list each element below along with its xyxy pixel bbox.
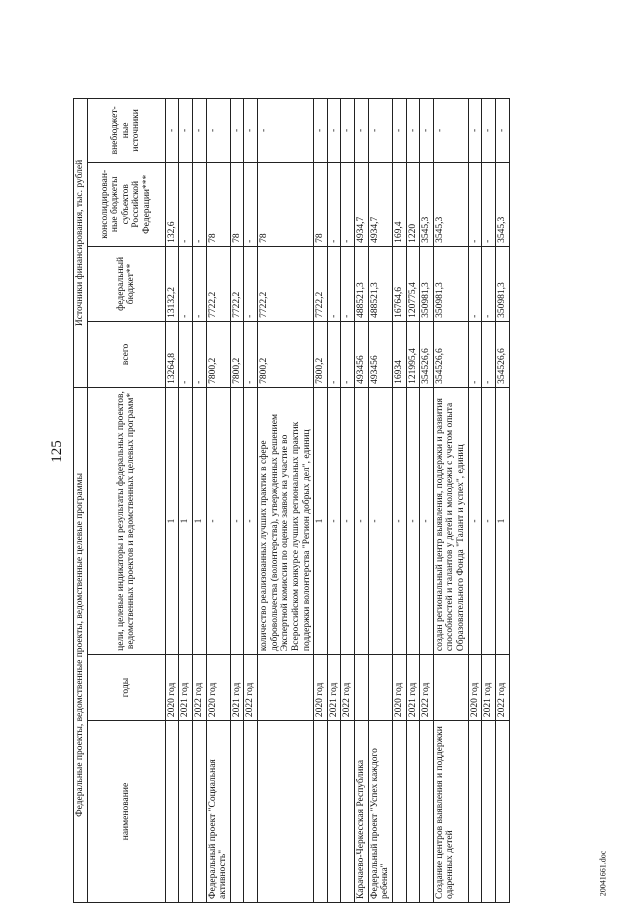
cell-total: 493456 <box>355 321 369 387</box>
cell-goal: - <box>420 387 434 654</box>
cell-extra: - <box>341 99 355 163</box>
cell-federal: 13132,2 <box>165 246 179 321</box>
cell-name: Федеральный проект "Успех каждого ребенка" <box>368 721 392 903</box>
cell-goal: - <box>406 387 420 654</box>
table-row <box>244 99 258 903</box>
col-years: годы <box>87 655 165 721</box>
cell-name <box>341 721 355 903</box>
cell-total: - <box>179 321 193 387</box>
cell-federal: - <box>482 246 496 321</box>
cell-consolidated: 3545,3 <box>495 162 509 246</box>
table-row <box>206 99 230 903</box>
cell-name <box>392 721 406 903</box>
cell-federal: - <box>468 246 482 321</box>
cell-total: 7800,2 <box>314 321 328 387</box>
cell-name <box>468 721 482 903</box>
col-extra: внебюджет-ные источники <box>87 99 165 163</box>
cell-name: Федеральный проект "Социальная активность" <box>206 721 230 903</box>
cell-goal: - <box>206 387 230 654</box>
cell-total: 354526,6 <box>495 321 509 387</box>
cell-goal: 1 <box>495 387 509 654</box>
cell-year <box>433 655 468 721</box>
table-row <box>192 99 206 903</box>
table-row <box>179 99 193 903</box>
cell-total: 121995,4 <box>406 321 420 387</box>
cell-federal: - <box>179 246 193 321</box>
cell-total: - <box>468 321 482 387</box>
cell-federal: - <box>192 246 206 321</box>
cell-extra: - <box>355 99 369 163</box>
table-row <box>433 99 468 903</box>
cell-consolidated: - <box>341 162 355 246</box>
table-body <box>165 99 509 903</box>
cell-name <box>179 721 193 903</box>
cell-consolidated: 4934,7 <box>368 162 392 246</box>
cell-name <box>314 721 328 903</box>
cell-consolidated: - <box>468 162 482 246</box>
page-number: 125 <box>48 440 65 463</box>
cell-consolidated: 4934,7 <box>355 162 369 246</box>
cell-consolidated: - <box>179 162 193 246</box>
cell-year: 2020 год <box>165 655 179 721</box>
cell-extra: - <box>165 99 179 163</box>
cell-year: 2020 год <box>392 655 406 721</box>
table-row <box>482 99 496 903</box>
cell-total: 7800,2 <box>206 321 230 387</box>
col-name: наименование <box>87 721 165 903</box>
cell-consolidated: 3545,3 <box>420 162 434 246</box>
cell-name <box>244 721 258 903</box>
table-row <box>314 99 328 903</box>
table-row <box>495 99 509 903</box>
cell-goal: количество реализованных лучших практик в сфере добровольчества (волонтерства), утвержденных решением Экспертной комиссии по оценке заявок на участие во Всероссийском конкурсе лучших региональных практик поддержки волонтерства "Регион добрых дел", единиц <box>258 387 314 654</box>
cell-extra: - <box>230 99 244 163</box>
cell-federal: 7722,2 <box>206 246 230 321</box>
cell-year: 2020 год <box>314 655 328 721</box>
cell-total: - <box>482 321 496 387</box>
cell-total: 7800,2 <box>230 321 244 387</box>
cell-federal: 488521,3 <box>355 246 369 321</box>
cell-consolidated: - <box>482 162 496 246</box>
table-row <box>230 99 244 903</box>
cell-goal: 1 <box>314 387 328 654</box>
cell-extra: - <box>179 99 193 163</box>
col-goals: цели, целевые индикаторы и результаты федеральных проектов, ведомственных проектов и ведомственных целевых программ* <box>87 387 165 654</box>
table-row <box>327 99 341 903</box>
cell-year: 2022 год <box>495 655 509 721</box>
cell-goal: создан региональный центр выявления, поддержки и развития способностей и талантов у детей и молодежи с учетом опыта Образовательного Фонда "Талант и успех", единиц <box>433 387 468 654</box>
cell-federal: 350981,3 <box>420 246 434 321</box>
cell-extra: - <box>482 99 496 163</box>
cell-goal: - <box>244 387 258 654</box>
cell-federal: 16764,6 <box>392 246 406 321</box>
cell-name <box>495 721 509 903</box>
col-federal: федеральный бюджет** <box>87 246 165 321</box>
cell-year: 2022 год <box>192 655 206 721</box>
cell-name <box>258 721 314 903</box>
cell-year <box>258 655 314 721</box>
cell-year: 2021 год <box>406 655 420 721</box>
cell-federal: - <box>244 246 258 321</box>
cell-extra: - <box>420 99 434 163</box>
cell-year: 2020 год <box>468 655 482 721</box>
cell-extra: - <box>468 99 482 163</box>
cell-federal: - <box>341 246 355 321</box>
cell-name <box>192 721 206 903</box>
table-row <box>468 99 482 903</box>
cell-extra: - <box>206 99 230 163</box>
cell-extra: - <box>244 99 258 163</box>
cell-goal: - <box>355 387 369 654</box>
header-programs: Федеральные проекты, ведомственные проекты, ведомственные целевые программы <box>74 387 88 902</box>
cell-name <box>327 721 341 903</box>
cell-extra: - <box>258 99 314 163</box>
cell-total: 13264,8 <box>165 321 179 387</box>
cell-federal: 488521,3 <box>368 246 392 321</box>
cell-goal: 1 <box>165 387 179 654</box>
cell-extra: - <box>392 99 406 163</box>
cell-year: 2021 год <box>482 655 496 721</box>
cell-name <box>230 721 244 903</box>
cell-consolidated: - <box>327 162 341 246</box>
cell-year: 2020 год <box>206 655 230 721</box>
cell-goal: - <box>327 387 341 654</box>
cell-extra: - <box>433 99 468 163</box>
cell-total: 16934 <box>392 321 406 387</box>
cell-name: Создание центров выявления и поддержки одаренных детей <box>433 721 468 903</box>
cell-consolidated: 78 <box>314 162 328 246</box>
table-row <box>341 99 355 903</box>
cell-total: - <box>341 321 355 387</box>
cell-consolidated: 169,4 <box>392 162 406 246</box>
table-row <box>392 99 406 903</box>
table-row <box>406 99 420 903</box>
cell-name <box>165 721 179 903</box>
cell-federal: 7722,2 <box>314 246 328 321</box>
cell-goal: 1 <box>192 387 206 654</box>
table-row <box>355 99 369 903</box>
cell-federal: 120775,4 <box>406 246 420 321</box>
finance-table <box>73 98 510 903</box>
cell-total: - <box>244 321 258 387</box>
cell-federal: - <box>327 246 341 321</box>
cell-name <box>482 721 496 903</box>
cell-consolidated: 1220 <box>406 162 420 246</box>
cell-extra: - <box>192 99 206 163</box>
col-total: всего <box>87 321 165 387</box>
cell-name: Карачаево-Черкесская Республика <box>355 721 369 903</box>
cell-extra: - <box>406 99 420 163</box>
cell-year: 2022 год <box>420 655 434 721</box>
table-row <box>258 99 314 903</box>
cell-year <box>368 655 392 721</box>
cell-consolidated: 132,6 <box>165 162 179 246</box>
table-row <box>165 99 179 903</box>
table-row <box>420 99 434 903</box>
cell-goal: - <box>468 387 482 654</box>
cell-federal: 350981,3 <box>433 246 468 321</box>
cell-goal: - <box>368 387 392 654</box>
finance-table-sheet <box>73 98 637 903</box>
cell-name <box>406 721 420 903</box>
cell-year: 2022 год <box>341 655 355 721</box>
cell-total: - <box>327 321 341 387</box>
cell-total: 493456 <box>368 321 392 387</box>
cell-name <box>420 721 434 903</box>
cell-federal: 7722,2 <box>258 246 314 321</box>
cell-total: 7800,2 <box>258 321 314 387</box>
cell-goal: 1 <box>179 387 193 654</box>
cell-extra: - <box>368 99 392 163</box>
cell-consolidated: - <box>192 162 206 246</box>
header-sources: Источники финансирования, тыс. рублей <box>74 99 88 388</box>
cell-consolidated: 78 <box>258 162 314 246</box>
cell-consolidated: 78 <box>206 162 230 246</box>
cell-goal: - <box>392 387 406 654</box>
cell-extra: - <box>327 99 341 163</box>
cell-year: 2021 год <box>179 655 193 721</box>
table-row <box>368 99 392 903</box>
cell-year <box>355 655 369 721</box>
cell-goal: - <box>482 387 496 654</box>
cell-consolidated: 78 <box>230 162 244 246</box>
cell-federal: 350981,3 <box>495 246 509 321</box>
cell-extra: - <box>495 99 509 163</box>
col-consolidated: консолидирован-ные бюджеты субъектов Российской Федерации*** <box>87 162 165 246</box>
cell-consolidated: 3545,3 <box>433 162 468 246</box>
cell-consolidated: - <box>244 162 258 246</box>
cell-federal: 7722,2 <box>230 246 244 321</box>
cell-year: 2021 год <box>230 655 244 721</box>
cell-total: 354526,6 <box>433 321 468 387</box>
cell-total: - <box>192 321 206 387</box>
footer-filename: 20041661.doc <box>598 850 608 897</box>
cell-goal: - <box>230 387 244 654</box>
cell-year: 2022 год <box>244 655 258 721</box>
cell-extra: - <box>314 99 328 163</box>
cell-year: 2021 год <box>327 655 341 721</box>
cell-goal: - <box>341 387 355 654</box>
cell-total: 354526,6 <box>420 321 434 387</box>
